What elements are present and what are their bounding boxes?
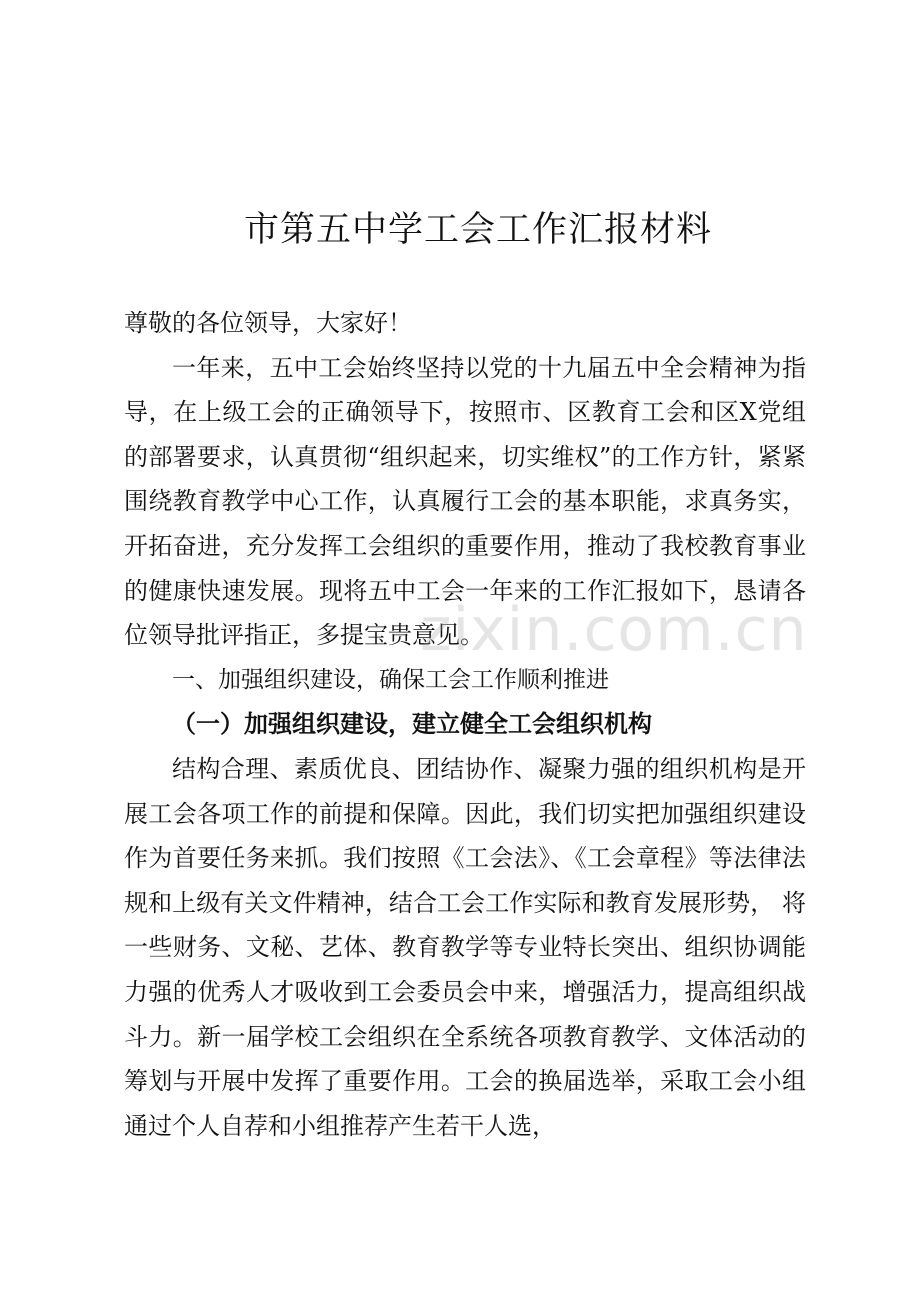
intro-paragraph: 一年来，五中工会始终坚持以党的十九届五中全会精神为指导，在上级工会的正确领导下，按照市、区教育工会和区X党组的部署要求，认真贯彻“组织起来，切实维权”的工作方针，紧紧围绕教育教学中心工作，认真履行工会的基本职能，求真务实，开拓奋进，充分发挥工会组织的重要作用，推动了我校教育事业的健康快速发展。现将五中工会一年来的工作汇报如下，恳请各位领导批评指正，多提宝贵意见。 — [124, 353, 806, 650]
watermark: zixin.com.cn — [420, 595, 808, 665]
document-body — [124, 301, 806, 1148]
subsection-heading: （一）加强组织建设，建立健全工会组织机构 — [172, 709, 652, 739]
document-title: 市第五中学工会工作汇报材料 — [243, 210, 712, 250]
greeting-line: 尊敬的各位领导，大家好！ — [124, 309, 412, 337]
section-heading: 一、加强组织建设，确保工会工作顺利推进 — [172, 666, 609, 693]
body-paragraph: 结构合理、素质优良、团结协作、凝聚力强的组织机构是开展工会各项工作的前提和保障。因此，我们切实把加强组织建设作为首要任务来抓。我们按照《工会法》、《工会章程》等法律法规和上级有关文件精神，结合工会工作实际和教育发展形势， 将一些财务、文秘、艺体、教育教学等专业特长突出、组织协调能力强的优秀人才吸收到工会委员会中来，增强活力，提高组织战斗力。新一届学校工会组织在全系统各项教育教学、文体活动的筹划与开展中发挥了重要作用。工会的换届选举，采取工会小组通过个人自荐和小组推荐产生若干人选， — [124, 754, 806, 1140]
